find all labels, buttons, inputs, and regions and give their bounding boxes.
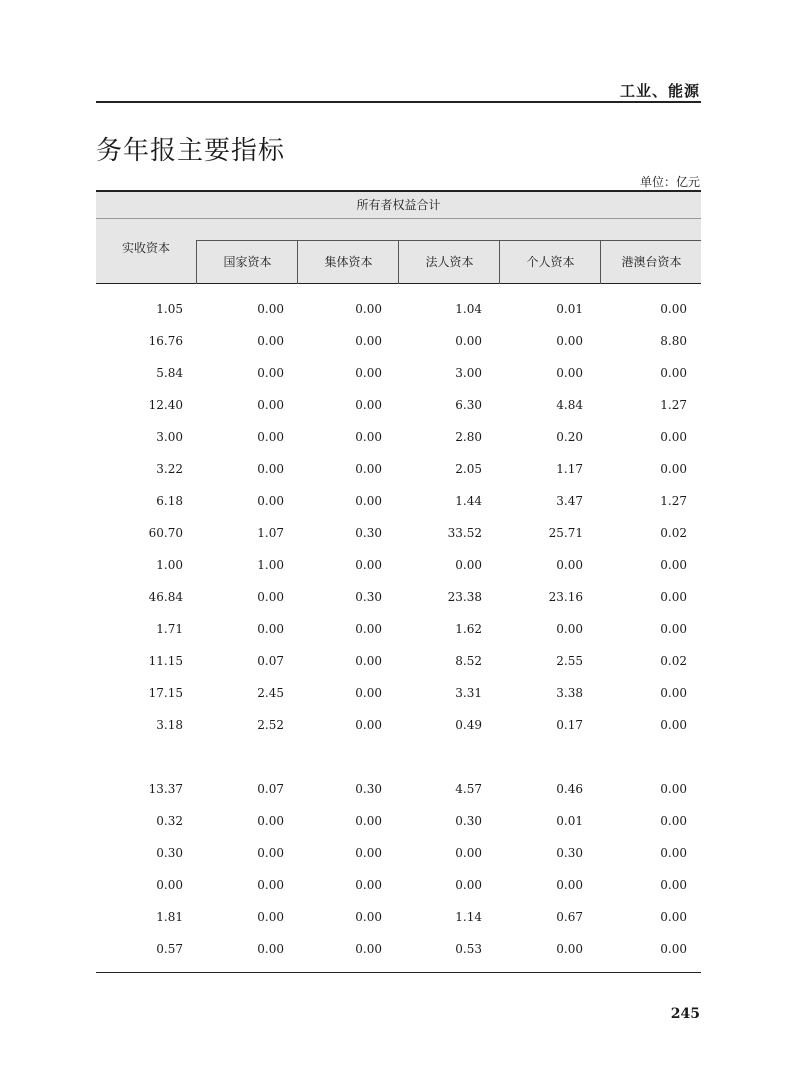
table-cell: 0.00 xyxy=(660,686,687,700)
table-cell: 0.57 xyxy=(156,942,183,956)
table-cell: 16.76 xyxy=(148,334,183,348)
table-cell: 33.52 xyxy=(447,526,482,540)
section-tag: 工业、能源 xyxy=(619,82,700,100)
table-cell: 0.00 xyxy=(257,366,284,380)
table-cell: 0.46 xyxy=(556,782,583,796)
table-cell: 0.00 xyxy=(355,398,382,412)
table-cell: 0.00 xyxy=(355,942,382,956)
table-cell: 1.81 xyxy=(156,910,183,924)
table-cell: 12.40 xyxy=(148,398,183,412)
table-cell: 0.30 xyxy=(355,782,382,796)
table-cell: 0.00 xyxy=(355,462,382,476)
table-cell: 0.02 xyxy=(660,526,687,540)
table-cell: 1.00 xyxy=(257,558,284,572)
table-cell: 23.16 xyxy=(548,590,583,604)
table-cell: 0.00 xyxy=(257,462,284,476)
table-cell: 0.00 xyxy=(355,366,382,380)
col-header-collective: 集体资本 xyxy=(297,240,399,284)
table-cell: 0.00 xyxy=(556,942,583,956)
table-cell: 0.00 xyxy=(257,334,284,348)
table-cell: 0.00 xyxy=(556,878,583,892)
table-row xyxy=(96,462,701,482)
table-cell: 5.84 xyxy=(156,366,183,380)
table-cell: 0.00 xyxy=(556,622,583,636)
table-cell: 3.18 xyxy=(156,718,183,732)
table-cell: 23.38 xyxy=(447,590,482,604)
table-cell: 6.30 xyxy=(455,398,482,412)
table-cell: 1.27 xyxy=(660,398,687,412)
table-row xyxy=(96,590,701,610)
table-cell: 0.00 xyxy=(355,622,382,636)
table-cell: 0.00 xyxy=(257,494,284,508)
table-cell: 0.07 xyxy=(257,782,284,796)
table-cell: 0.00 xyxy=(355,558,382,572)
table-cell: 0.30 xyxy=(355,526,382,540)
table-cell: 0.00 xyxy=(556,558,583,572)
table-cell: 0.00 xyxy=(355,878,382,892)
table-cell: 0.00 xyxy=(355,686,382,700)
table-cell: 17.15 xyxy=(148,686,183,700)
table-cell: 0.00 xyxy=(660,622,687,636)
table-cell: 11.15 xyxy=(148,654,183,668)
table-row xyxy=(96,910,701,930)
table-cell: 13.37 xyxy=(148,782,183,796)
table-cell: 1.44 xyxy=(455,494,482,508)
table-cell: 0.00 xyxy=(455,878,482,892)
col-header-legal-person: 法人资本 xyxy=(398,240,500,284)
table-cell: 0.30 xyxy=(156,846,183,860)
table-cell: 0.00 xyxy=(355,846,382,860)
table-cell: 8.52 xyxy=(455,654,482,668)
table-cell: 0.00 xyxy=(355,814,382,828)
table-cell: 0.00 xyxy=(455,846,482,860)
table-row xyxy=(96,302,701,322)
bottom-rule xyxy=(96,972,701,973)
table-cell: 0.00 xyxy=(455,334,482,348)
table-cell: 3.22 xyxy=(156,462,183,476)
table-cell: 3.38 xyxy=(556,686,583,700)
table-cell: 0.30 xyxy=(455,814,482,828)
table-cell: 0.00 xyxy=(455,558,482,572)
table-cell: 0.00 xyxy=(556,334,583,348)
table-cell: 0.00 xyxy=(660,910,687,924)
table-cell: 0.17 xyxy=(556,718,583,732)
table-cell: 1.07 xyxy=(257,526,284,540)
table-cell: 1.17 xyxy=(556,462,583,476)
col-header-paid-in-capital: 实收资本 xyxy=(121,241,170,255)
table-cell: 0.00 xyxy=(660,878,687,892)
table-cell: 1.05 xyxy=(156,302,183,316)
table-cell: 2.05 xyxy=(455,462,482,476)
table-cell: 0.02 xyxy=(660,654,687,668)
table-cell: 0.00 xyxy=(257,622,284,636)
table-cell: 3.31 xyxy=(455,686,482,700)
table-cell: 0.00 xyxy=(257,878,284,892)
table-cell: 0.00 xyxy=(355,910,382,924)
table-row xyxy=(96,366,701,386)
table-cell: 0.30 xyxy=(556,846,583,860)
table-cell: 2.80 xyxy=(455,430,482,444)
table-cell: 3.00 xyxy=(455,366,482,380)
table-cell: 2.55 xyxy=(556,654,583,668)
table-row xyxy=(96,558,701,578)
table-cell: 0.00 xyxy=(355,494,382,508)
table-cell: 1.27 xyxy=(660,494,687,508)
table-cell: 2.45 xyxy=(257,686,284,700)
top-rule xyxy=(96,101,701,103)
table-header xyxy=(96,190,701,284)
table-cell: 0.49 xyxy=(455,718,482,732)
table-cell: 2.52 xyxy=(257,718,284,732)
table-cell: 0.00 xyxy=(257,302,284,316)
table-cell: 0.00 xyxy=(257,910,284,924)
table-cell: 4.84 xyxy=(556,398,583,412)
table-cell: 0.00 xyxy=(257,846,284,860)
col-header-hk-macao-taiwan: 港澳台资本 xyxy=(600,240,702,284)
table-cell: 4.57 xyxy=(455,782,482,796)
table-row xyxy=(96,814,701,834)
unit-label: 单位：亿元 xyxy=(639,175,700,189)
table-cell: 0.53 xyxy=(455,942,482,956)
page-number: 245 xyxy=(670,1006,700,1022)
table-cell: 0.00 xyxy=(556,366,583,380)
table-cell: 0.00 xyxy=(660,462,687,476)
table-row xyxy=(96,654,701,674)
table-cell: 0.00 xyxy=(257,814,284,828)
table-cell: 0.00 xyxy=(156,878,183,892)
table-cell: 0.00 xyxy=(355,654,382,668)
table-cell: 0.00 xyxy=(660,366,687,380)
table-cell: 0.00 xyxy=(257,430,284,444)
group-header: 所有者权益合计 xyxy=(96,192,701,219)
table-row xyxy=(96,526,701,546)
table-row xyxy=(96,718,701,738)
table-cell: 6.18 xyxy=(156,494,183,508)
data-table xyxy=(96,190,701,956)
table-row xyxy=(96,686,701,706)
table-cell: 0.00 xyxy=(355,334,382,348)
table-row xyxy=(96,846,701,866)
table-cell: 0.00 xyxy=(355,302,382,316)
table-cell: 3.47 xyxy=(556,494,583,508)
table-cell: 0.00 xyxy=(355,718,382,732)
table-cell: 1.04 xyxy=(455,302,482,316)
col-header-state: 国家资本 xyxy=(196,240,298,284)
table-cell: 1.62 xyxy=(455,622,482,636)
table-cell: 0.00 xyxy=(257,942,284,956)
table-cell: 0.00 xyxy=(660,814,687,828)
table-cell: 0.00 xyxy=(660,590,687,604)
table-cell: 8.80 xyxy=(660,334,687,348)
table-cell: 0.00 xyxy=(660,302,687,316)
table-cell: 1.71 xyxy=(156,622,183,636)
table-cell: 0.32 xyxy=(156,814,183,828)
table-cell: 0.00 xyxy=(660,558,687,572)
table-cell: 0.67 xyxy=(556,910,583,924)
table-cell: 0.00 xyxy=(257,398,284,412)
table-cell: 0.20 xyxy=(556,430,583,444)
table-row xyxy=(96,430,701,450)
table-cell: 0.00 xyxy=(355,430,382,444)
table-cell: 0.00 xyxy=(660,782,687,796)
table-cell: 60.70 xyxy=(148,526,183,540)
table-row xyxy=(96,942,701,962)
table-cell: 0.07 xyxy=(257,654,284,668)
table-cell: 3.00 xyxy=(156,430,183,444)
table-cell: 0.00 xyxy=(660,430,687,444)
table-cell: 1.00 xyxy=(156,558,183,572)
page-title: 务年报主要指标 xyxy=(96,136,286,166)
table-cell: 0.01 xyxy=(556,302,583,316)
table-cell: 25.71 xyxy=(548,526,583,540)
table-row xyxy=(96,622,701,642)
table-cell: 0.00 xyxy=(257,590,284,604)
table-row xyxy=(96,782,701,802)
table-cell: 0.30 xyxy=(355,590,382,604)
table-cell: 0.00 xyxy=(660,718,687,732)
table-row xyxy=(96,494,701,514)
table-row xyxy=(96,878,701,898)
table-cell: 0.00 xyxy=(660,846,687,860)
table-cell: 1.14 xyxy=(455,910,482,924)
table-row xyxy=(96,398,701,418)
table-cell: 46.84 xyxy=(148,590,183,604)
table-cell: 0.01 xyxy=(556,814,583,828)
table-row xyxy=(96,334,701,354)
col-header-individual: 个人资本 xyxy=(499,240,601,284)
table-cell: 0.00 xyxy=(660,942,687,956)
